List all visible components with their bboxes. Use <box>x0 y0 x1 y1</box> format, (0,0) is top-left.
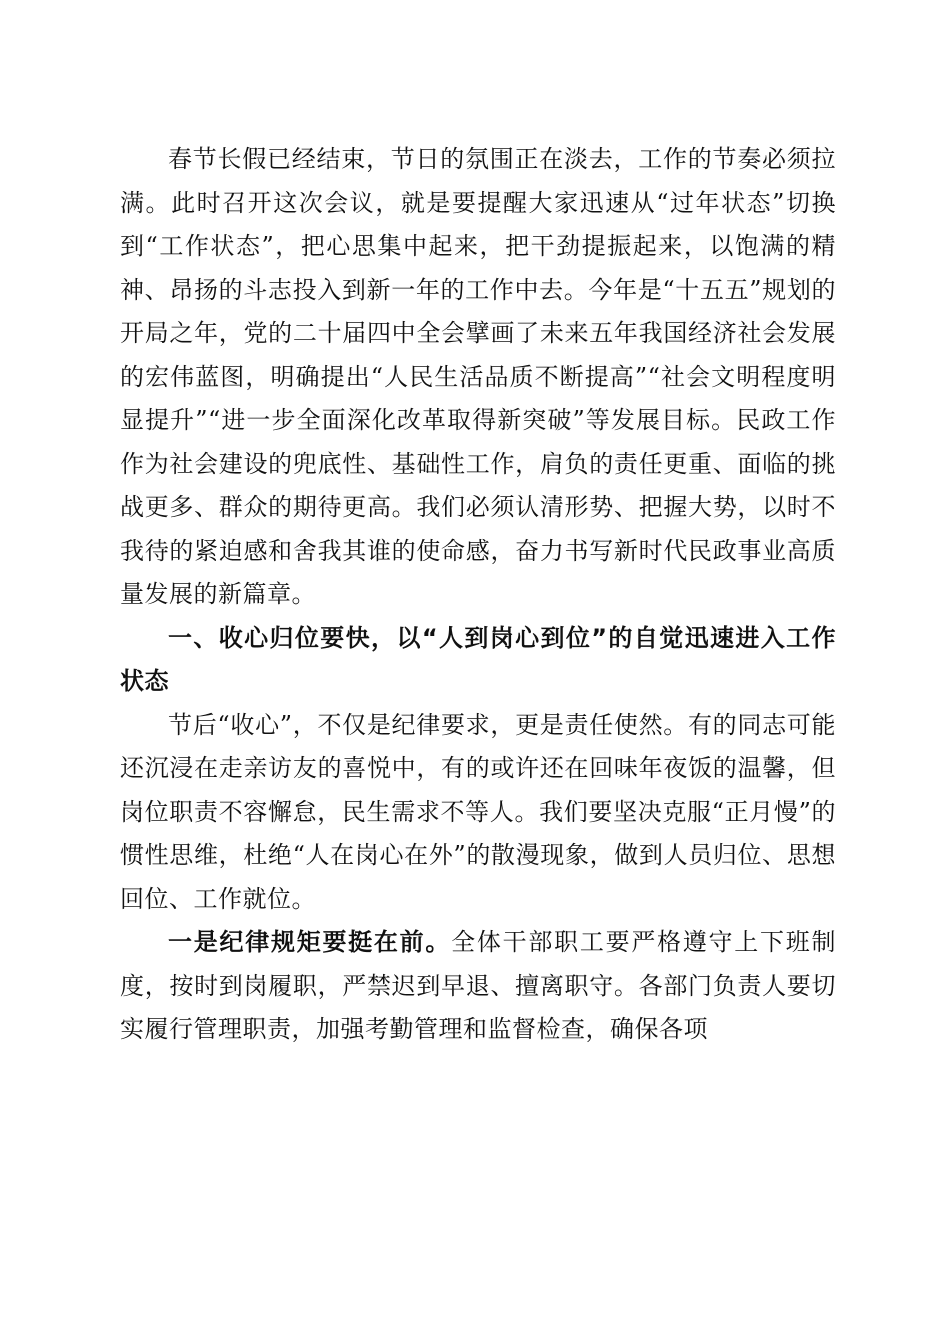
document-body <box>120 138 836 1052</box>
section-heading-1: 一、收心归位要快，以“人到岗心到位”的自觉迅速进入工作状态 <box>120 623 836 695</box>
paragraph-intro: 春节长假已经结束，节日的氛围正在淡去，工作的节奏必须拉满。此时召开这次会议，就是要提醒大家迅速从“过年状态”切换到“工作状态”，把心思集中起来，把干劲提振起来，以饱满的精神、昂扬的斗志投入到新一年的工作中去。今年是“十五五”规划的开局之年，党的二十届四中全会擘画了未来五年我国经济社会发展的宏伟蓝图，明确提出“人民生活品质不断提高”“社会文明程度明显提升”“进一步全面深化改革取得新突破”等发展目标。民政工作作为社会建设的兜底性、基础性工作，肩负的责任更重、面临的挑战更多、群众的期待更高。我们必须认清形势、把握大势，以时不我待的紧迫感和舍我其谁的使命感，奋力书写新时代民政事业高质量发展的新篇章。 <box>120 145 836 608</box>
paragraph-point-1 <box>120 921 836 1052</box>
point-1-body: 全体干部职工要严格遵守上下班制度，按时到岗履职，严禁迟到早退、擅离职守。各部门负责人要切实履行管理职责，加强考勤管理和监督检查，确保各项 <box>120 928 836 1043</box>
paragraph-section-1: 节后“收心”，不仅是纪律要求，更是责任使然。有的同志可能还沉浸在走亲访友的喜悦中，有的或许还在回味年夜饭的温馨，但岗位职责不容懈怠，民生需求不等人。我们要坚决克服“正月慢”的惯性思维，杜绝“人在岗心在外”的散漫现象，做到人员归位、思想回位、工作就位。 <box>120 710 836 913</box>
point-1-lead: 一是纪律规矩要挺在前。 <box>168 928 452 956</box>
